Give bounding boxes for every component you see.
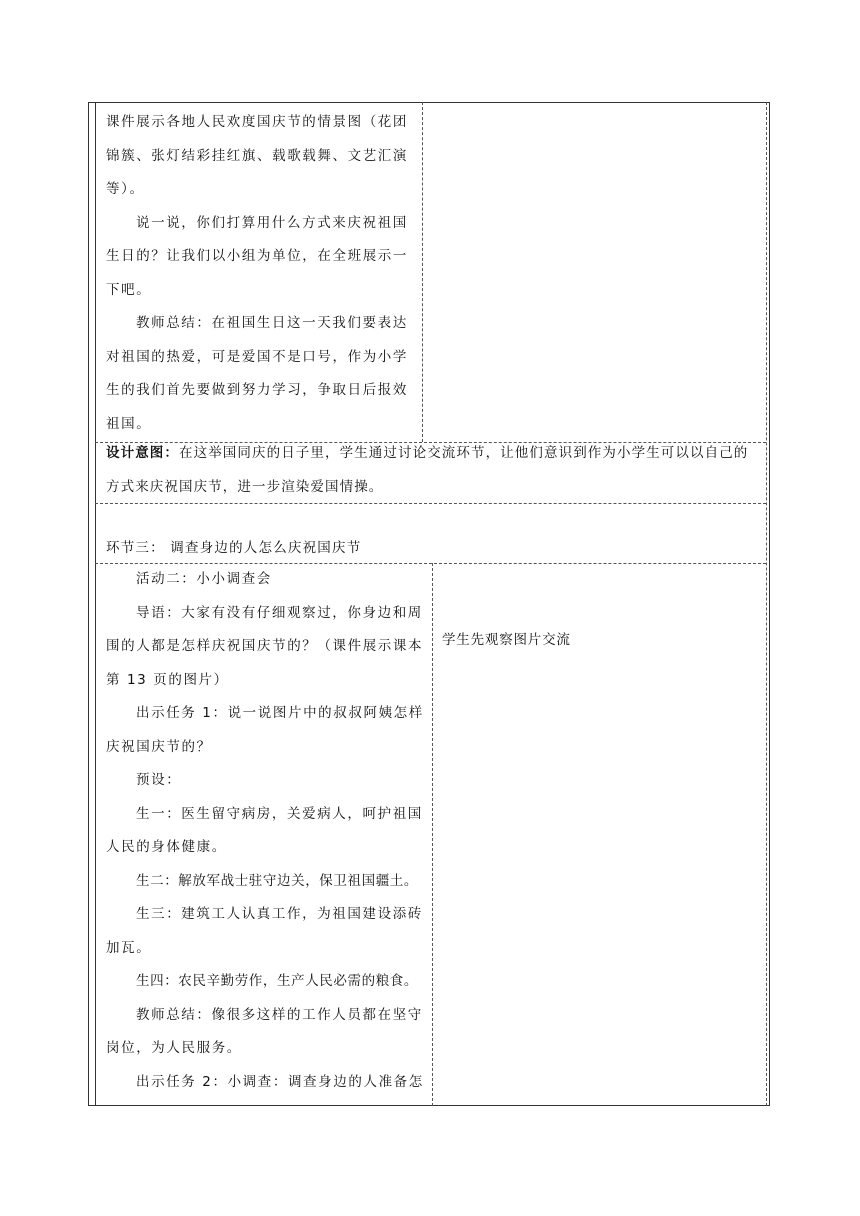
design-intent-row [106,437,762,504]
activity-title: 活动二：小小调查会 [136,571,272,587]
teacher-summary: 教师总结：像很多这样的工作人员都在坚守岗位，为人民服务。 [106,1006,423,1056]
student-three-answer: 生三：建筑工人认真工作，为祖国建设添砖加瓦。 [106,906,423,956]
top-cell-paragraph-2: 说一说，你们打算用什么方式来庆祝祖国生日的？让我们以小组为单位，在全班展示一下吧。 [106,214,408,298]
design-intent-label: 设计意图： [106,445,179,461]
task-two: 出示任务 2：小调查：调查身边的人准备怎 [136,1073,424,1090]
student-one-answer: 生一：医生留守病房，关爱病人，呵护祖国人民的身体健康。 [106,805,423,855]
student-four-answer: 生四：农民辛勤劳作，生产人民必需的粮食。 [136,973,418,989]
column-divider-lower [432,563,433,1106]
activity-cell [106,563,426,1099]
design-intent-text: 在这举国同庆的日子里，学生通过讨论交流环节，让他们意识到作为小学生可以以自己的方式来庆祝国庆节，进一步渲染爱国情操。 [106,445,749,495]
top-left-cell [106,106,420,441]
activity-intro: 导语：大家有没有仔细观察过，你身边和周围的人都是怎样庆祝国庆节的？（课件展示课本第 13 页的图片） [106,604,424,688]
column-divider-top [422,102,423,442]
task-one: 出示任务 1：说一说图片中的叔叔阿姨怎样庆祝国庆节的？ [106,705,424,755]
section-three-title: 环节三： 调查身边的人怎么庆祝国庆节 [106,540,362,556]
student-two-answer: 生二：解放军战士驻守边关，保卫祖国疆土。 [136,872,418,889]
inner-right-border [766,102,767,1106]
preset-label: 预设： [136,772,182,788]
top-cell-paragraph-3: 教师总结：在祖国生日这一天我们要表达对祖国的热爱，可是爱国不是口号，作为小学生的我们首先要做到努力学习，争取日后报效祖国。 [106,315,408,432]
student-activity-text: 学生先观察图片交流 [442,632,571,648]
top-cell-paragraph-1: 课件展示各地人民欢度国庆节的情景图（花团锦簇、张灯结彩挂红旗、载歌载舞、文艺汇演等）。 [106,114,408,197]
inner-left-border [95,102,96,1106]
